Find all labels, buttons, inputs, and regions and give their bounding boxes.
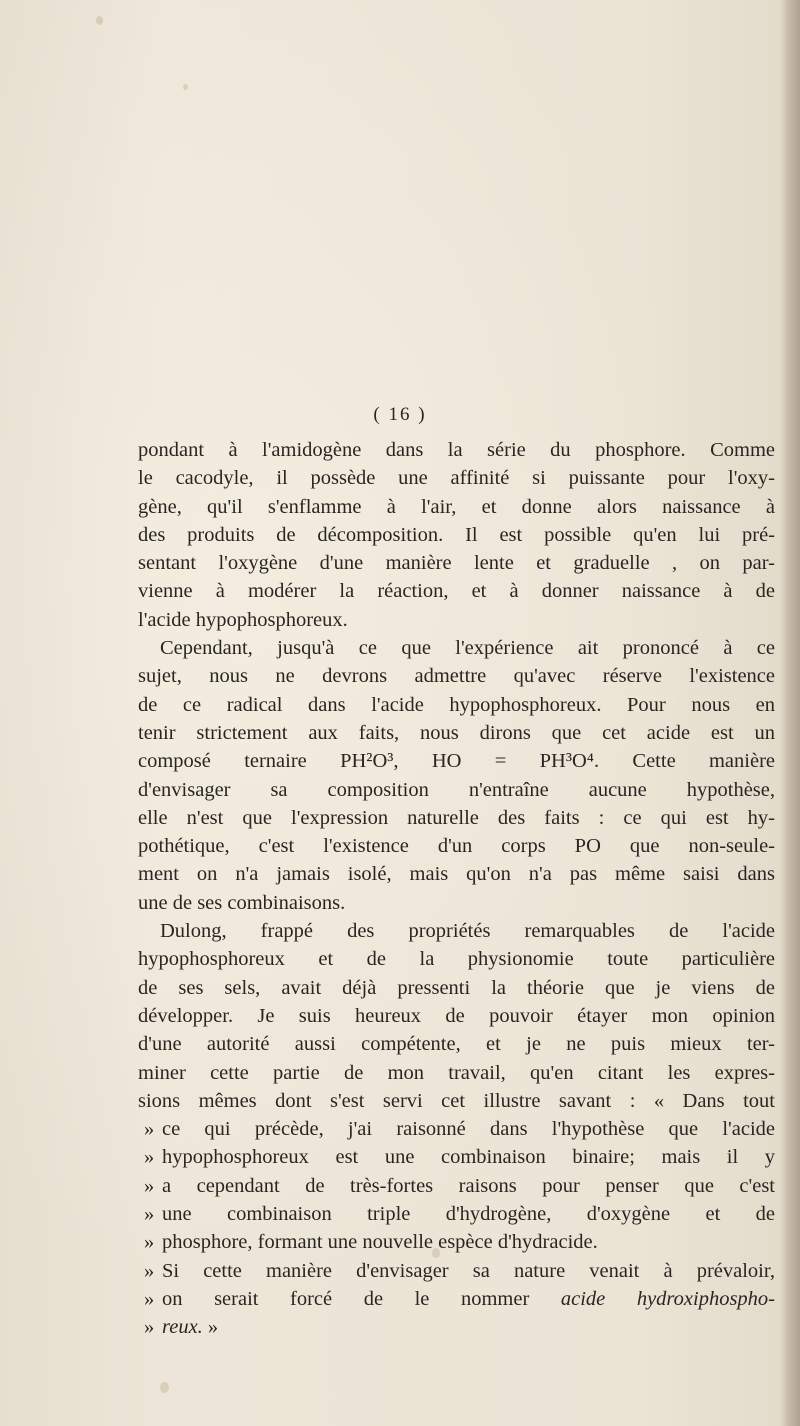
- text-line: pothétique, c'est l'existence d'un corps PO que non-seule-: [138, 835, 775, 858]
- page-number-value: 16: [388, 404, 412, 425]
- quote-line: [138, 1228, 775, 1256]
- quote-text: hypophosphoreux est une combinaison binaire; mais il y: [162, 1146, 775, 1169]
- quote-mark: »: [144, 1146, 155, 1169]
- quote-text: Si cette manière d'envisager sa nature venait à prévaloir,: [162, 1259, 775, 1282]
- text-line: de ce radical dans l'acide hypophosphoreux. Pour nous en: [138, 693, 775, 716]
- quote-mark: »: [144, 1203, 155, 1226]
- text-line: sujet, nous ne devrons admettre qu'avec réserve l'existence: [138, 665, 775, 688]
- text-line: l'acide hypophosphoreux.: [138, 608, 348, 631]
- text-line: d'envisager sa composition n'entraîne aucune hypothèse,: [138, 778, 775, 801]
- quote-line: [138, 1285, 775, 1313]
- quote-mark: »: [144, 1287, 155, 1310]
- text-line: de ses sels, avait déjà pressenti la théorie que je viens de: [138, 976, 775, 999]
- text-line: Cependant, jusqu'à ce que l'expérience ait prononcé à ce: [160, 637, 775, 660]
- quote-line: [138, 1172, 775, 1200]
- page-number-paren-close: ): [418, 404, 427, 425]
- quote-line: [138, 1143, 775, 1171]
- text-line: gène, qu'il s'enflamme à l'air, et donne alors naissance à: [138, 495, 775, 518]
- quote-mark: »: [144, 1316, 155, 1339]
- quote-text: phosphore, formant une nouvelle espèce d'hydracide.: [162, 1231, 598, 1254]
- text-line: pondant à l'amidogène dans la série du phosphore. Comme: [138, 439, 775, 461]
- text-line: des produits de décomposition. Il est possible qu'en lui pré-: [138, 523, 775, 546]
- quote-text: a cependant de très-fortes raisons pour penser que c'est: [162, 1174, 775, 1197]
- page-number: [0, 404, 800, 426]
- quote-line: [138, 1200, 775, 1228]
- text-line: ment on n'a jamais isolé, mais qu'on n'a pas même saisi dans: [138, 863, 775, 886]
- text-line: composé ternaire PH²O³, HO = PH³O⁴. Cette manière: [138, 750, 775, 773]
- text-line: tenir strictement aux faits, nous dirons que cet acide est un: [138, 721, 775, 744]
- text-line: elle n'est que l'expression naturelle des faits : ce qui est hy-: [138, 806, 775, 829]
- body-text: [138, 436, 775, 1342]
- page-number-paren-open: (: [373, 404, 382, 425]
- quote-line: [138, 1313, 775, 1341]
- quote-mark: »: [144, 1231, 155, 1254]
- text-line: une de ses combinaisons.: [138, 891, 346, 914]
- foxing-spot: [160, 1382, 169, 1393]
- quote-line: [138, 1257, 775, 1285]
- quote-text: une combinaison triple d'hydrogène, d'oxygène et de: [162, 1203, 775, 1226]
- quote-line: [138, 1115, 775, 1143]
- text-line: le cacodyle, il possède une affinité si puissante pour l'oxy-: [138, 467, 775, 490]
- quote-mark: »: [144, 1259, 155, 1282]
- quote-italic-term: reux.: [162, 1316, 203, 1339]
- quote-closing-mark: »: [207, 1316, 219, 1339]
- text-line: sions mêmes dont s'est servi cet illustre savant : « Dans tout: [138, 1089, 775, 1112]
- text-line: développer. Je suis heureux de pouvoir étayer mon opinion: [138, 1004, 775, 1027]
- text-line: d'une autorité aussi compétente, et je ne puis mieux ter-: [138, 1033, 775, 1056]
- quote-text: on serait forcé de le nommer: [162, 1287, 530, 1310]
- text-line: miner cette partie de mon travail, qu'en citant les expres-: [138, 1061, 775, 1084]
- quote-mark: »: [144, 1174, 155, 1197]
- foxing-spot: [96, 16, 103, 25]
- page-edge: [780, 0, 800, 1426]
- text-line: hypophosphoreux et de la physionomie toute particulière: [138, 948, 775, 971]
- quote-mark: »: [144, 1118, 155, 1141]
- text-line: Dulong, frappé des propriétés remarquables de l'acide: [160, 920, 775, 943]
- text-line: vienne à modérer la réaction, et à donner naissance à de: [138, 580, 775, 603]
- foxing-spot: [183, 84, 188, 90]
- text-line: sentant l'oxygène d'une manière lente et graduelle , on par-: [138, 552, 775, 575]
- quote-text: ce qui précède, j'ai raisonné dans l'hypothèse que l'acide: [162, 1118, 775, 1141]
- quote-italic-term: acide hydroxiphospho-: [560, 1287, 776, 1310]
